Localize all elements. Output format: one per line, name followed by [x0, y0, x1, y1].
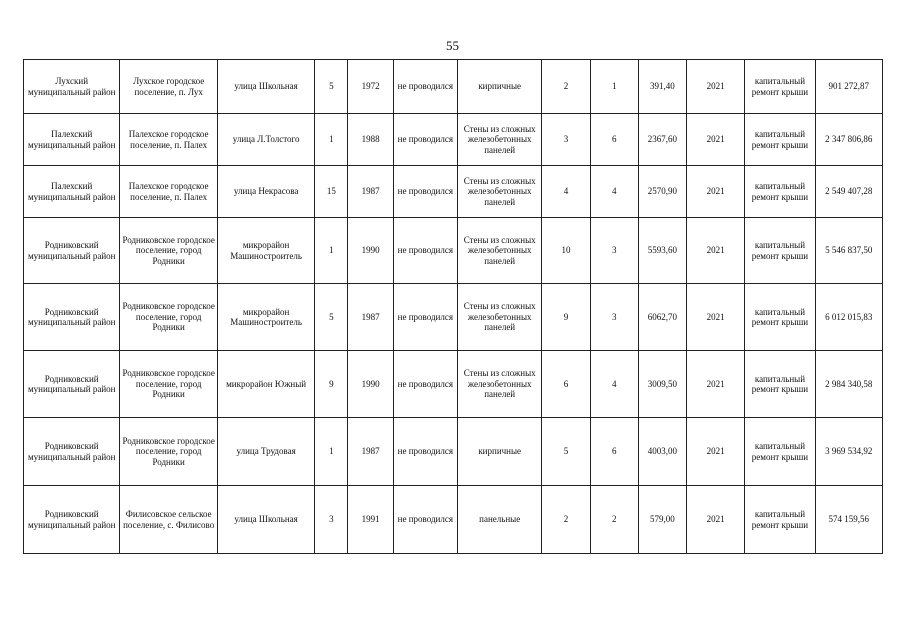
floors-cell: 2	[542, 60, 590, 114]
street-cell: улица Некрасова	[217, 166, 314, 218]
plan-year-cell: 2021	[687, 351, 745, 418]
cost-cell: 2 347 806,86	[815, 114, 882, 166]
table-row	[24, 218, 883, 284]
construction-year-cell: 1987	[348, 284, 393, 351]
wall-material-cell: Стены из сложных железобетонных панелей	[457, 166, 541, 218]
floors-cell: 2	[542, 486, 590, 554]
settlement-cell: Палехское городское поселение, п. Палех	[120, 114, 217, 166]
table-row	[24, 60, 883, 114]
table-row	[24, 114, 883, 166]
entrances-cell: 4	[590, 166, 638, 218]
cost-cell: 574 159,56	[815, 486, 882, 554]
wall-material-cell: кирпичные	[457, 60, 541, 114]
entrances-cell: 2	[590, 486, 638, 554]
work-type-cell: капитальный ремонт крыши	[745, 114, 815, 166]
table-row	[24, 351, 883, 418]
work-type-cell: капитальный ремонт крыши	[745, 166, 815, 218]
district-cell: Родниковский муниципальный район	[24, 418, 120, 486]
floors-cell: 10	[542, 218, 590, 284]
page-number: 55	[446, 38, 459, 53]
plan-year-cell: 2021	[687, 166, 745, 218]
wall-material-cell: Стены из сложных железобетонных панелей	[457, 114, 541, 166]
house-number-cell: 15	[315, 166, 348, 218]
privatization-cell: не проводился	[393, 166, 457, 218]
area-cell: 6062,70	[638, 284, 686, 351]
area-cell: 3009,50	[638, 351, 686, 418]
area-cell: 2570,90	[638, 166, 686, 218]
house-number-cell: 5	[315, 60, 348, 114]
settlement-cell: Родниковское городское поселение, город Родники	[120, 284, 217, 351]
entrances-cell: 3	[590, 218, 638, 284]
wall-material-cell: Стены из сложных железобетонных панелей	[457, 284, 541, 351]
floors-cell: 3	[542, 114, 590, 166]
privatization-cell: не проводился	[393, 218, 457, 284]
area-cell: 391,40	[638, 60, 686, 114]
street-cell: улица Трудовая	[217, 418, 314, 486]
plan-year-cell: 2021	[687, 486, 745, 554]
wall-material-cell: панельные	[457, 486, 541, 554]
settlement-cell: Лухское городское поселение, п. Лух	[120, 60, 217, 114]
construction-year-cell: 1990	[348, 218, 393, 284]
work-type-cell: капитальный ремонт крыши	[745, 418, 815, 486]
plan-year-cell: 2021	[687, 114, 745, 166]
house-number-cell: 9	[315, 351, 348, 418]
construction-year-cell: 1990	[348, 351, 393, 418]
entrances-cell: 4	[590, 351, 638, 418]
district-cell: Родниковский муниципальный район	[24, 284, 120, 351]
street-cell: микрорайон Машиностроитель	[217, 218, 314, 284]
area-cell: 579,00	[638, 486, 686, 554]
floors-cell: 9	[542, 284, 590, 351]
street-cell: микрорайон Южный	[217, 351, 314, 418]
house-number-cell: 1	[315, 218, 348, 284]
privatization-cell: не проводился	[393, 284, 457, 351]
entrances-cell: 6	[590, 418, 638, 486]
street-cell: улица Школьная	[217, 60, 314, 114]
work-type-cell: капитальный ремонт крыши	[745, 351, 815, 418]
privatization-cell: не проводился	[393, 114, 457, 166]
floors-cell: 5	[542, 418, 590, 486]
plan-year-cell: 2021	[687, 60, 745, 114]
construction-year-cell: 1987	[348, 418, 393, 486]
privatization-cell: не проводился	[393, 351, 457, 418]
cost-cell: 2 984 340,58	[815, 351, 882, 418]
table-row	[24, 418, 883, 486]
entrances-cell: 3	[590, 284, 638, 351]
privatization-cell: не проводился	[393, 60, 457, 114]
house-number-cell: 3	[315, 486, 348, 554]
work-type-cell: капитальный ремонт крыши	[745, 218, 815, 284]
entrances-cell: 1	[590, 60, 638, 114]
registry-table	[23, 59, 883, 554]
table-body	[24, 60, 883, 554]
construction-year-cell: 1991	[348, 486, 393, 554]
district-cell: Родниковский муниципальный район	[24, 351, 120, 418]
construction-year-cell: 1972	[348, 60, 393, 114]
cost-cell: 6 012 015,83	[815, 284, 882, 351]
street-cell: улица Л.Толстого	[217, 114, 314, 166]
house-number-cell: 1	[315, 418, 348, 486]
settlement-cell: Родниковское городское поселение, город Родники	[120, 418, 217, 486]
area-cell: 4003,00	[638, 418, 686, 486]
table-row	[24, 486, 883, 554]
street-cell: улица Школьная	[217, 486, 314, 554]
privatization-cell: не проводился	[393, 418, 457, 486]
settlement-cell: Филисовское сельское поселение, с. Филисово	[120, 486, 217, 554]
plan-year-cell: 2021	[687, 284, 745, 351]
district-cell: Палехский муниципальный район	[24, 166, 120, 218]
floors-cell: 6	[542, 351, 590, 418]
street-cell: микрорайон Машиностроитель	[217, 284, 314, 351]
cost-cell: 3 969 534,92	[815, 418, 882, 486]
work-type-cell: капитальный ремонт крыши	[745, 284, 815, 351]
wall-material-cell: Стены из сложных железобетонных панелей	[457, 351, 541, 418]
wall-material-cell: кирпичные	[457, 418, 541, 486]
cost-cell: 5 546 837,50	[815, 218, 882, 284]
plan-year-cell: 2021	[687, 218, 745, 284]
floors-cell: 4	[542, 166, 590, 218]
work-type-cell: капитальный ремонт крыши	[745, 60, 815, 114]
district-cell: Родниковский муниципальный район	[24, 218, 120, 284]
table-row	[24, 166, 883, 218]
work-type-cell: капитальный ремонт крыши	[745, 486, 815, 554]
wall-material-cell: Стены из сложных железобетонных панелей	[457, 218, 541, 284]
table-row	[24, 284, 883, 351]
house-number-cell: 5	[315, 284, 348, 351]
construction-year-cell: 1987	[348, 166, 393, 218]
cost-cell: 901 272,87	[815, 60, 882, 114]
area-cell: 2367,60	[638, 114, 686, 166]
district-cell: Палехский муниципальный район	[24, 114, 120, 166]
area-cell: 5593,60	[638, 218, 686, 284]
district-cell: Родниковский муниципальный район	[24, 486, 120, 554]
privatization-cell: не проводился	[393, 486, 457, 554]
cost-cell: 2 549 407,28	[815, 166, 882, 218]
settlement-cell: Родниковское городское поселение, город Родники	[120, 218, 217, 284]
settlement-cell: Палехское городское поселение, п. Палех	[120, 166, 217, 218]
settlement-cell: Родниковское городское поселение, город Родники	[120, 351, 217, 418]
construction-year-cell: 1988	[348, 114, 393, 166]
plan-year-cell: 2021	[687, 418, 745, 486]
district-cell: Лухский муниципальный район	[24, 60, 120, 114]
house-number-cell: 1	[315, 114, 348, 166]
entrances-cell: 6	[590, 114, 638, 166]
